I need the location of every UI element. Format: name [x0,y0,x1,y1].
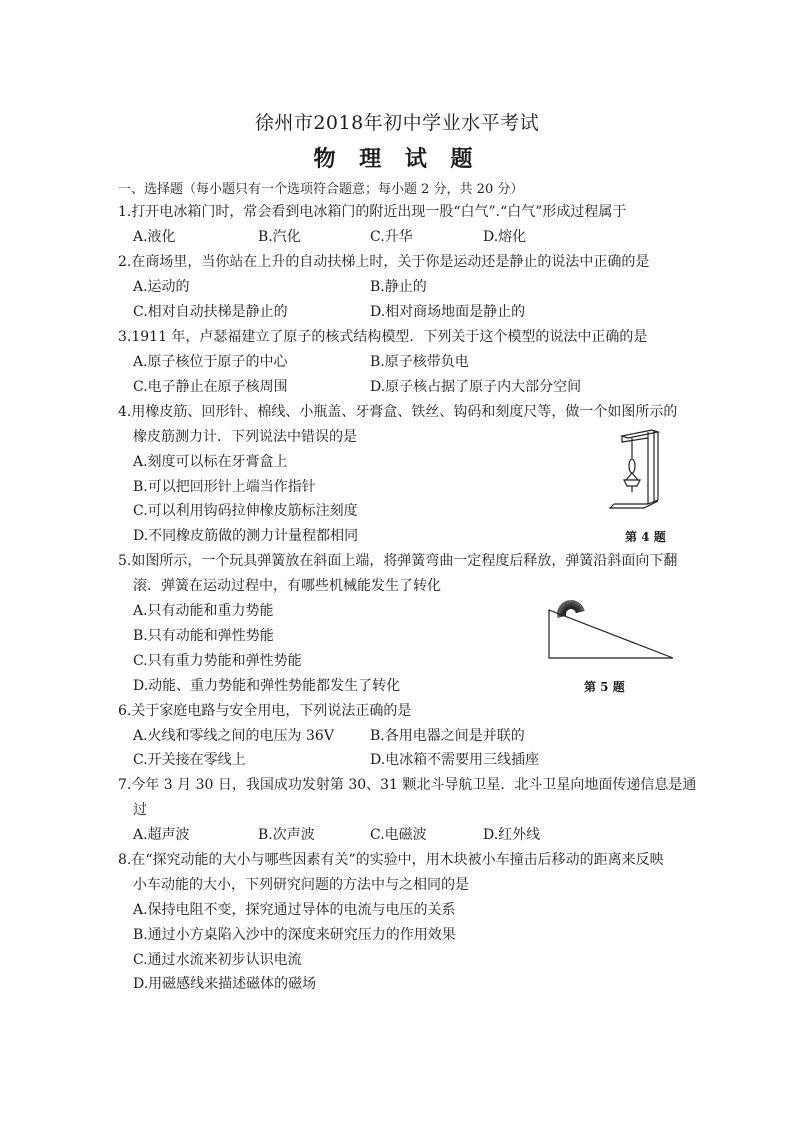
question-3-option-d: D.原子核占据了原子内大部分空间 [370,379,582,395]
question-6-option-a: A.火线和零线之间的电压为 36V [133,728,334,744]
question-8-option-c: C.通过水流来初步认识电流 [133,952,302,968]
question-5-option-a: A.只有动能和重力势能 [133,603,274,619]
question-7-option-d: D.红外线 [483,827,541,843]
question-4-option-c: C.可以利用钩码拉伸橡皮筋标注刻度 [133,503,358,519]
question-5-stem-line-2: 滚．弹簧在运动过程中，有哪些机械能发生了转化 [133,578,441,594]
page-title: 徐州市2018年初中学业水平考试 [254,112,540,134]
question-2-option-a: A.运动的 [133,279,190,295]
question-4-stem-line-2: 橡皮筋测力计．下列说法中错误的是 [133,429,357,445]
question-7-option-a: A.超声波 [133,827,190,843]
question-1-option-b: B.汽化 [258,229,301,245]
question-8-option-b: B.通过小方桌陷入沙中的深度来研究压力的作用效果 [133,927,456,943]
question-8-option-a: A.保持电阻不变，探究通过导体的电流与电压的关系 [133,902,456,918]
question-6-option-d: D.电冰箱不需要用三线插座 [370,752,540,768]
question-8-stem-line-1: 8.在“探究动能的大小与哪些因素有关”的实验中，用木块被小车撞击后移动的距离来反映 [118,852,664,868]
question-4-option-a: A.刻度可以标在牙膏盒上 [133,454,288,470]
question-5-figure [545,592,677,662]
question-5-stem-line-1: 5.如图所示，一个玩具弹簧放在斜面上端，将弹簧弯曲一定程度后释放，弹簧沿斜面向下翻 [118,553,678,569]
question-8-stem-line-2: 小车动能的大小，下列研究问题的方法中与之相同的是 [133,877,469,893]
question-1-stem: 1.打开电冰箱门时，常会看到电冰箱门的附近出现一股“白气”.“白气”形成过程属于 [118,204,627,220]
question-4-figure-caption: 第 4 题 [625,530,666,544]
question-3-stem: 3.1911 年，卢瑟福建立了原子的核式结构模型．下列关于这个模型的说法中正确的是 [118,329,648,345]
question-2-option-d: D.相对商场地面是静止的 [370,304,526,320]
question-1-option-d: D.熔化 [483,229,527,245]
question-6-option-c: C.开关接在零线上 [133,752,246,768]
question-4-option-b: B.可以把回形针上端当作指针 [133,479,316,495]
question-6-stem: 6.关于家庭电路与安全用电，下列说法正确的是 [118,703,412,719]
question-7-option-b: B.次声波 [258,827,315,843]
question-3-option-c: C.电子静止在原子核周围 [133,379,288,395]
question-1-option-a: A.液化 [133,229,176,245]
question-2-option-b: B.静止的 [370,279,427,295]
question-4-stem-line-1: 4.用橡皮筋、回形针、棉线、小瓶盖、牙膏盒、铁丝、钩码和刻度尺等，做一个如图所示的 [118,404,678,420]
question-8-option-d: D.用磁感线来描述磁体的磁场 [133,976,317,992]
question-1-option-c: C.升华 [370,229,413,245]
question-5-option-c: C.只有重力势能和弹性势能 [133,653,302,669]
question-2-option-c: C.相对自动扶梯是静止的 [133,304,288,320]
question-4-option-d: D.不同橡皮筋做的测力计量程都相同 [133,528,359,544]
question-6-option-b: B.各用电器之间是并联的 [370,728,525,744]
question-3-option-a: A.原子核位于原子的中心 [133,354,288,370]
question-7-option-c: C.电磁波 [370,827,427,843]
section-heading: 一、选择题（每小题只有一个选项符合题意；每小题 2 分，共 20 分） [118,182,524,197]
page-subtitle: 物 理 试 题 [313,146,481,172]
question-5-option-b: B.只有动能和弹性势能 [133,628,274,644]
question-4-figure [600,428,670,513]
question-7-stem-line-2: 过 [133,802,147,818]
question-5-figure-caption: 第 5 题 [584,680,625,694]
question-5-option-d: D.动能、重力势能和弹性势能都发生了转化 [133,678,401,694]
question-3-option-b: B.原子核带负电 [370,354,469,370]
question-2-stem: 2.在商场里，当你站在上升的自动扶梯上时，关于你是运动还是静止的说法中正确的是 [118,254,650,270]
question-7-stem-line-1: 7.今年 3 月 30 日，我国成功发射第 30、31 颗北斗导航卫星．北斗卫星向地面传递信息是通 [118,777,697,793]
